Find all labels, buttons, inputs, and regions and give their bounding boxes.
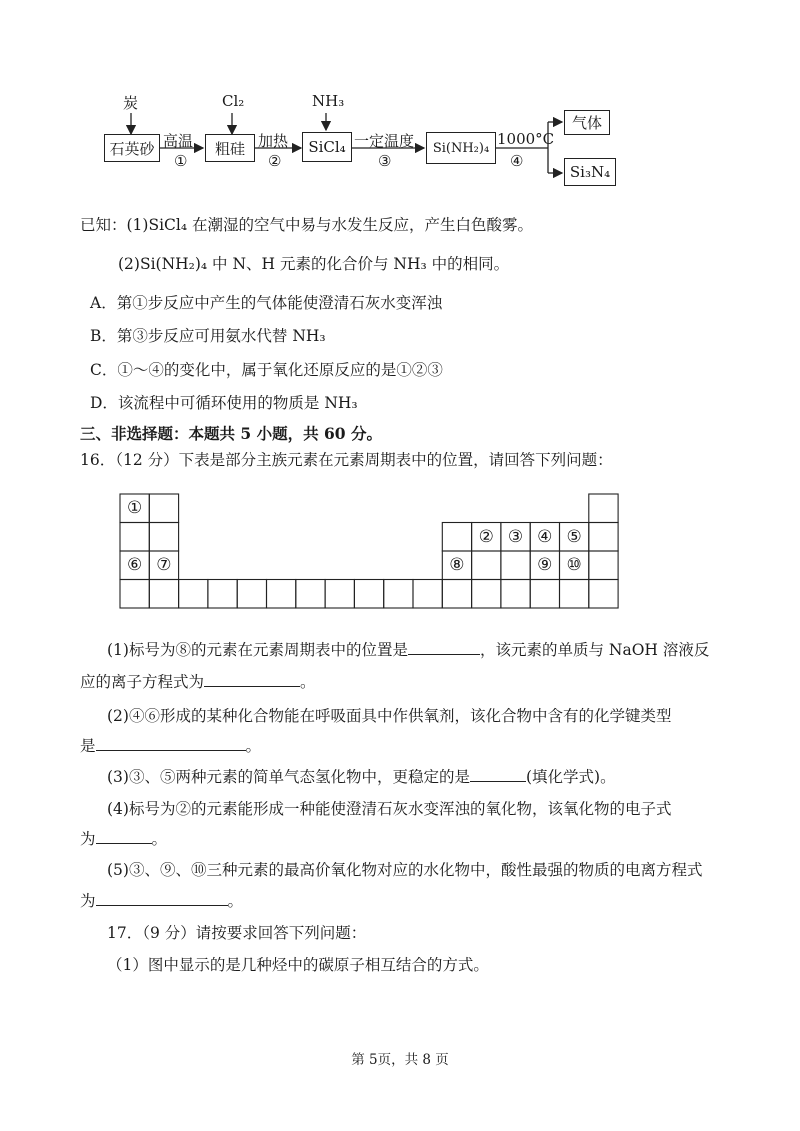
q16-p5b: 为 [80,892,96,910]
table-cell [589,494,618,523]
q16-p4b: 为 [80,830,96,848]
sinh2-box: Si(NH₂)₄ [426,132,496,164]
element-mark-5: ⑤ [566,526,582,547]
nh3-input-label: NH₃ [312,92,345,110]
table-cell [589,523,618,552]
element-mark-1: ① [126,498,143,519]
quartz-box: 石英砂 [104,134,160,162]
known-line-2: (2)Si(NH₂)₄ 中 N、H 元素的化合价与 NH₃ 中的相同。 [118,255,510,273]
table-cell [472,551,501,580]
option-c: C．①～④的变化中，属于氧化还原反应的是①②③ [90,361,443,379]
table-cell [560,580,589,609]
q17-intro: 17．（9 分）请按要求回答下列问题： [107,924,367,942]
crude-si-box: 粗硅 [205,134,255,162]
q16-part4-line1: (4)标号为②的元素能形成一种能使澄清石灰水变浑浊的氧化物，该氧化物的电子式 [107,800,672,818]
table-cell [237,580,266,609]
step2-number: ② [268,152,282,170]
table-cell [442,523,471,552]
table-cell [589,551,618,580]
answer-blank[interactable] [96,829,152,844]
q16-part5-line2 [80,891,243,911]
known-line-1: 已知：(1)SiCl₄ 在潮湿的空气中易与水发生反应，产生白色酸雾。 [80,216,533,234]
q16-p3b: (填化学式)。 [525,768,616,786]
table-cell [501,551,530,580]
q16-p3a: (3)③、⑤两种元素的简单气态氢化物中，更稳定的是 [107,768,470,786]
answer-blank[interactable] [408,640,480,655]
q16-p4c: 。 [151,830,168,848]
table-cell [179,580,208,609]
table-cell [325,580,354,609]
table-cell [472,580,501,609]
q16-part5-line1: (5)③、⑨、⑩三种元素的最高价氧化物对应的水化物中，酸性最强的物质的电离方程式 [107,861,703,879]
table-cell [589,580,618,609]
q16-p1d: 。 [300,673,316,691]
si3n4-box: Si₃N₄ [564,158,616,186]
page-footer: 第 5页，共 8 页 [351,1052,449,1068]
element-mark-8: ⑧ [449,555,465,576]
q16-part1-line1 [107,640,709,660]
table-cell [413,580,442,609]
table-cell [120,523,149,552]
q16-intro: 16．（12 分）下表是部分主族元素在元素周期表中的位置，请回答下列问题： [80,451,613,469]
q16-p2b: 是 [80,737,96,755]
element-mark-2: ② [478,526,494,547]
table-cell [442,580,471,609]
q16-part1-line2 [80,672,316,692]
q17-part1: （1）图中显示的是几种烃中的碳原子相互结合的方式。 [107,956,489,974]
element-mark-4: ④ [537,526,553,547]
step4-condition: 1000°C [497,130,555,148]
q16-p1c: 应的离子方程式为 [80,673,205,691]
step1-condition: 高温 [163,132,194,150]
table-cell [267,580,296,609]
gas-box: 气体 [564,110,610,135]
step1-number: ① [174,152,188,170]
table-cell [149,494,178,523]
q16-p5c: 。 [227,892,244,910]
step3-condition: 一定温度 [354,132,415,150]
table-cell [208,580,237,609]
table-cell [149,580,178,609]
element-mark-3: ③ [507,526,524,547]
option-d: D．该流程中可循环使用的物质是 NH₃ [90,394,358,412]
section-3-heading: 三、非选择题：本题共 5 小题，共 60 分。 [80,424,382,443]
option-b: B．第③步反应可用氨水代替 NH₃ [90,327,326,345]
element-mark-7: ⑦ [156,555,172,576]
element-mark-9: ⑨ [537,555,553,576]
element-mark-10: ⑩ [566,555,582,576]
step2-condition: 加热 [258,132,289,150]
table-cell [501,580,530,609]
table-cell [530,580,559,609]
q16-part4-line2 [80,829,167,849]
carbon-input-label: 炭 [123,94,139,112]
answer-blank[interactable] [96,891,228,906]
table-cell [296,580,325,609]
q16-part2-line2 [80,736,261,756]
cl2-input-label: Cl₂ [222,92,245,110]
q16-part3 [107,767,616,787]
answer-blank[interactable] [204,672,300,687]
table-cell [149,523,178,552]
sicl4-box: SiCl₄ [302,132,352,162]
table-cell [384,580,413,609]
q16-part2-line1: (2)④⑥形成的某种化合物能在呼吸面具中作供氧剂，该化合物中含有的化学键类型 [107,707,672,725]
option-a: A．第①步反应中产生的气体能使澄清石灰水变浑浊 [90,294,443,312]
step4-number: ④ [510,152,524,170]
table-cell [120,580,149,609]
table-cell [354,580,383,609]
element-mark-6: ⑥ [126,555,143,576]
answer-blank[interactable] [96,736,246,751]
flow-arrows [0,0,800,200]
step3-number: ③ [378,152,392,170]
q16-p2c: 。 [245,737,262,755]
q16-p1a: (1)标号为⑧的元素在元素周期表中的位置是 [107,641,408,659]
answer-blank[interactable] [470,767,526,782]
q16-p1b: ，该元素的单质与 NaOH 溶液反 [479,641,710,659]
